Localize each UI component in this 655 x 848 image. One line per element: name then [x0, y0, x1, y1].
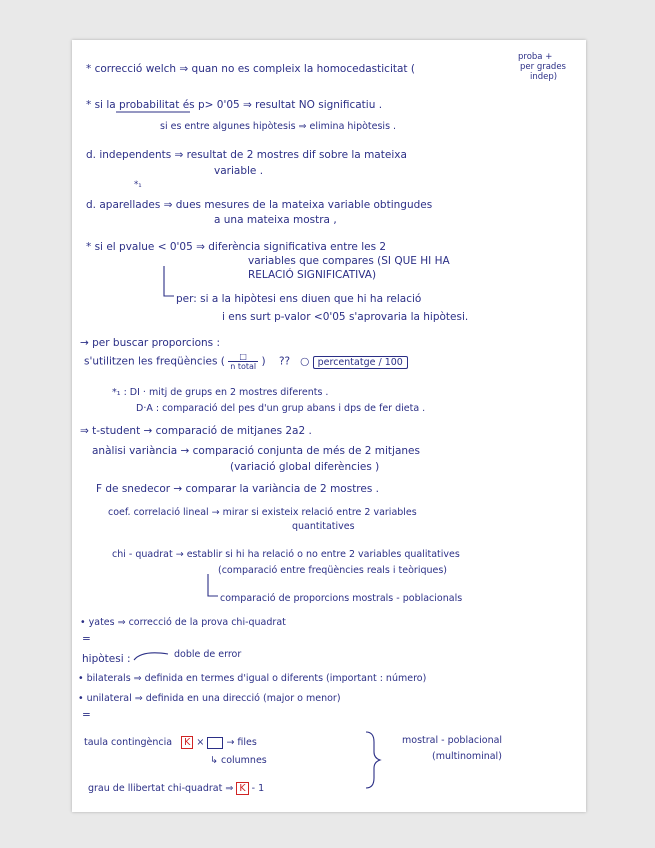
minus-one: - 1: [251, 783, 265, 794]
right-brace: [366, 732, 380, 788]
pvalue-line-1: * si el pvalue < 0'05 ⇒ diferència significativa entre les 2: [86, 241, 387, 253]
per-line-2: i ens surt p-valor <0'05 s'aprovaria la hipòtesi.: [222, 311, 469, 323]
unilateral-line: • unilateral ⇒ definida en una direcció (major o menor): [78, 693, 341, 704]
circle-mark: ○: [300, 355, 310, 368]
contingency-label: taula contingència: [84, 737, 173, 748]
hypothesis-curve-arrow: [134, 653, 168, 660]
header-note-2: per grades: [520, 62, 566, 72]
double-line-2: =: [82, 709, 91, 721]
d-indep-line-2: variable .: [214, 165, 264, 177]
notebook-page: [72, 40, 586, 812]
anova-line-1: anàlisi variància → comparació conjunta de més de 2 mitjanes: [92, 445, 420, 457]
hypothesis-note: doble de error: [174, 649, 242, 660]
prop-close: ): [261, 355, 266, 368]
d-indep-line-1: d. independents ⇒ resultat de 2 mostres dif sobre la mateixa: [86, 149, 407, 161]
chi-line-1: chi - quadrat → establir si hi ha relació o no entre 2 variables qualitatives: [112, 549, 460, 560]
header-note-1: proba +: [518, 52, 553, 62]
columns-label: ↳ columnes: [210, 755, 267, 766]
prop-line-1: → per buscar proporcions :: [80, 337, 221, 349]
per-hook-arrow: [164, 266, 174, 296]
percent-box: percentatge / 100: [313, 356, 408, 369]
bilateral-line: • bilaterals ⇒ definida en termes d'igual o diferents (important : número): [78, 673, 427, 684]
hypothesis-label: hipòtesi :: [82, 653, 131, 665]
chi-line-3: comparació de proporcions mostrals - poblacionals: [220, 593, 463, 604]
pvalue-line-2: variables que compares (SI QUE HI HA: [248, 255, 450, 267]
prop-text: s'utilitzen les freqüències (: [84, 355, 225, 368]
per-line-1: per: si a la hipòtesi ens diuen que hi ha relació: [176, 293, 422, 305]
mostral-line-1: mostral - poblacional: [402, 735, 503, 746]
k-box-2: K: [236, 782, 248, 795]
prob-nosig-sub-line: si es entre algunes hipòtesis ⇒ elimina hipòtesis .: [160, 121, 397, 132]
header-note-3: indep): [530, 72, 558, 82]
chi-line-2: (comparació entre freqüències reals i teòriques): [218, 565, 448, 576]
coef-line-2: quantitatives: [292, 521, 355, 532]
d-aparell-line-1: d. aparellades ⇒ dues mesures de la mateixa variable obtingudes: [86, 199, 433, 211]
question-marks: ??: [278, 355, 291, 368]
note-di: *₁ : DI · mitj de grups en 2 mostres diferents .: [112, 387, 329, 398]
prob-nosig-line: * si la probabilitat és p> 0'05 ⇒ resultat NO significatiu .: [86, 99, 383, 111]
tstudent-line: ⇒ t-student → comparació de mitjanes 2a2 .: [80, 425, 312, 437]
welch-line: * correcció welch ⇒ quan no es compleix la homocedasticitat (: [86, 63, 415, 75]
files-label: → files: [226, 737, 257, 748]
asterisk-ref: *₁: [134, 180, 142, 190]
mostral-line-2: (multinominal): [432, 751, 502, 762]
coef-line-1: coef. correlació lineal → mirar si existeix relació entre 2 variables: [108, 507, 417, 518]
fsnedecor-line: F de snedecor → comparar la variància de 2 mostres .: [96, 483, 380, 495]
k-box: K: [181, 736, 193, 749]
anova-line-2: (variació global diferències ): [230, 461, 380, 473]
double-line-1: =: [82, 633, 91, 645]
yates-line: • yates ⇒ correcció de la prova chi-quadrat: [80, 617, 286, 628]
d-aparell-line-2: a una mateixa mostra ,: [214, 214, 337, 226]
degrees-freedom-label: grau de llibertat chi-quadrat ⇒: [88, 783, 234, 794]
pvalue-line-3: RELACIÓ SIGNIFICATIVA): [248, 269, 377, 281]
handwriting-strokes: [72, 40, 586, 812]
freq-fraction-denominator: n total: [230, 362, 257, 371]
freq-fraction-numerator: □: [228, 352, 258, 362]
note-da: D·A : comparació del pes d'un grup abans i dps de fer dieta .: [136, 403, 426, 414]
chi-hook-arrow: [208, 574, 218, 596]
times-sign: ×: [196, 737, 205, 748]
